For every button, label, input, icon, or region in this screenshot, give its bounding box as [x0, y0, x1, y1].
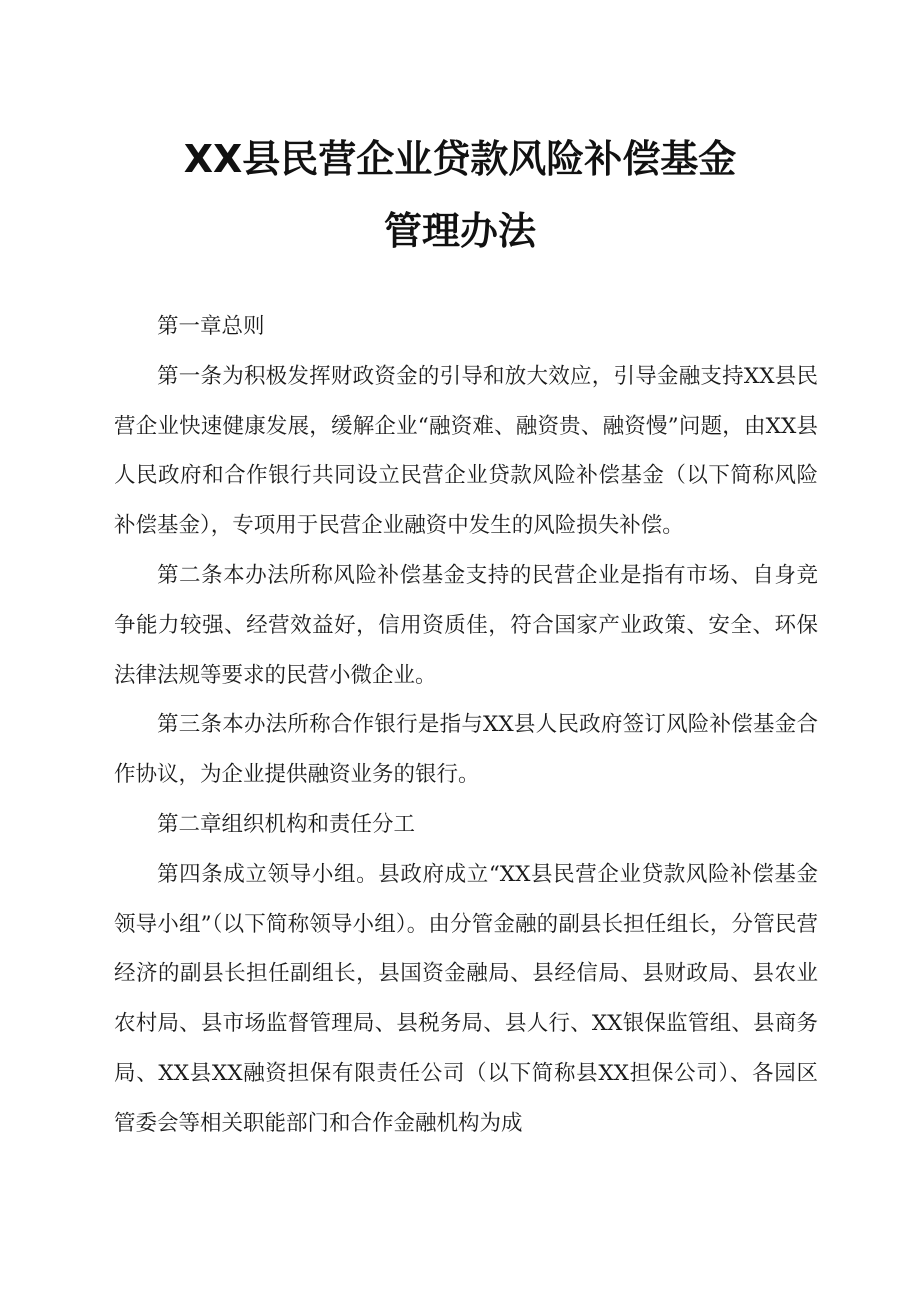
document-title-line-1: XX县民营企业贷款风险补偿基金 — [183, 137, 737, 181]
article-3-paragraph: 第三条本办法所称合作银行是指与XX县人民政府签订风险补偿基金合作协议，为企业提供融资业务的银行。 — [114, 712, 818, 788]
article-1-paragraph: 第一条为积极发挥财政资金的引导和放大效应，引导金融支持XX县民营企业快速健康发展，缓解企业“融资难、融资贵、融资慢”问题，由XX县人民政府和合作银行共同设立民营企业贷款风险补偿基金（以下简称风险补偿基金），专项用于民营企业融资中发生的风险损失补偿。 — [114, 363, 818, 539]
article-2-paragraph: 第二条本办法所称风险补偿基金支持的民营企业是指有市场、自身竞争能力较强、经营效益好，信用资质佳，符合国家产业政策、安全、环保法律法规等要求的民营小微企业。 — [114, 562, 818, 688]
document-title-line-2: 管理办法 — [383, 209, 536, 253]
chapter-heading-general: 第一章总则 — [157, 314, 265, 339]
article-4-paragraph: 第四条成立领导小组。县政府成立“XX县民营企业贷款风险补偿基金领导小组”（以下简称领导小组）。由分管金融的副县长担任组长，分管民营经济的副县长担任副组长，县国资金融局、县经信局、县财政局、县农业农村局、县市场监督管理局、县税务局、县人行、XX银保监管组、县商务局、XX县XX融资担保有限责任公司（以下简称县XX担保公司）、各园区管委会等相关职能部门和合作金融机构为成 — [114, 861, 818, 1136]
document-body — [114, 302, 818, 1149]
chapter-heading-organization: 第二章组织机构和责任分工 — [157, 811, 416, 837]
